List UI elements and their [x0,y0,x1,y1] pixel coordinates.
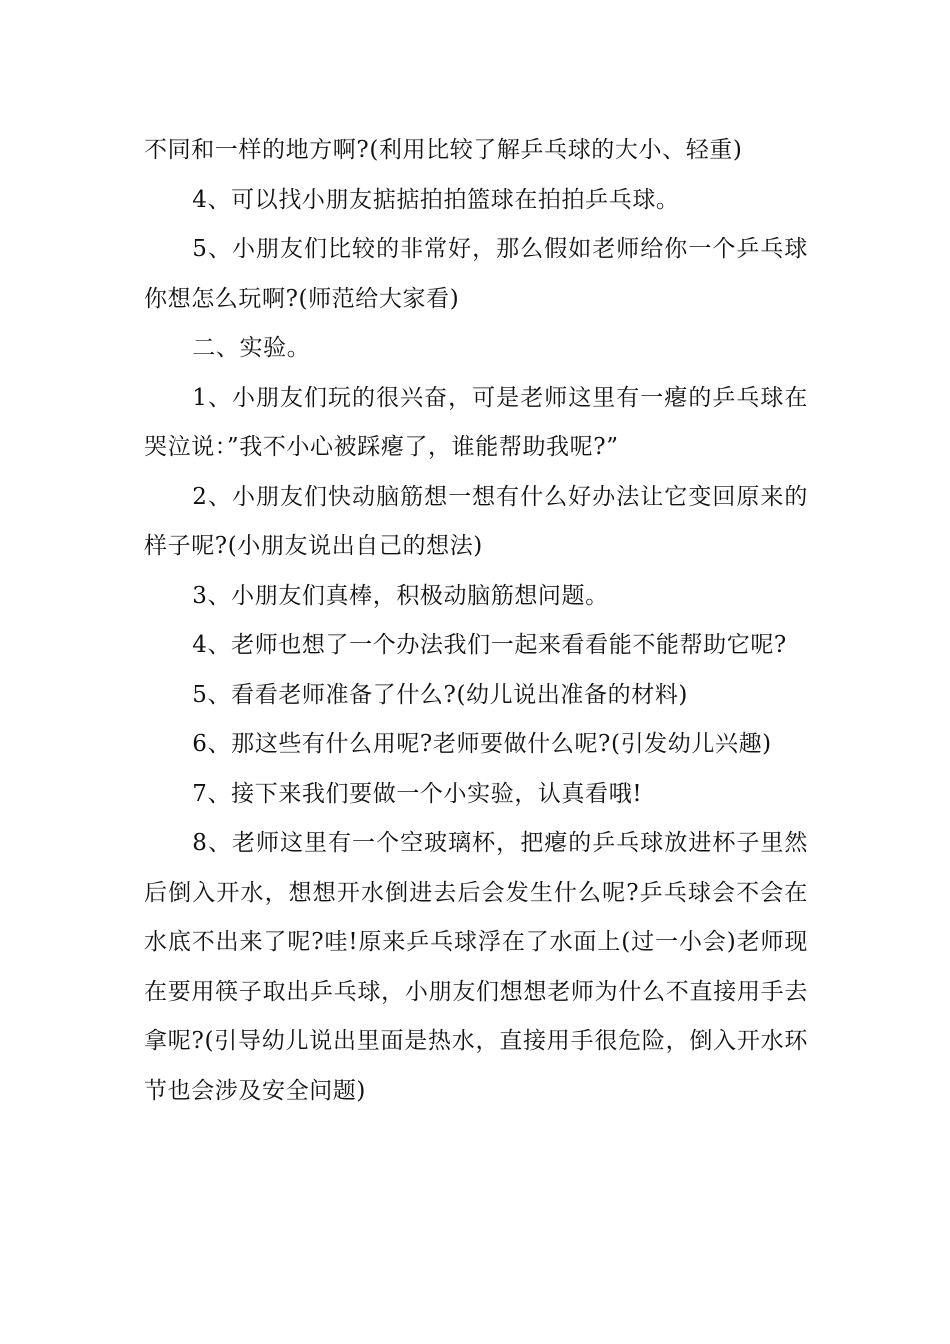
document-body [144,126,808,1116]
paragraph-continuation: 不同和一样的地方啊?(利用比较了解乒乓球的大小、轻重) [144,137,743,163]
paragraph-exp-step-4: 4、老师也想了一个办法我们一起来看看能不能帮助它呢? [192,632,787,658]
paragraph-exp-step-8: 8、老师这里有一个空玻璃杯，把瘪的乒乓球放进杯子里然后倒入开水，想想开水倒进去后会发生什么呢?乒乓球会不会在水底不出来了呢?哇!原来乒乓球浮在了水面上(过一小会)老师现在要用筷子取出乒乓球，小朋友们想想老师为什么不直接用手去拿呢?(引导幼儿说出里面是热水，直接用手很危险，倒入开水环节也会涉及安全问题) [144,830,808,1104]
paragraph-exp-step-7: 7、接下来我们要做一个小实验，认真看哦! [192,780,643,807]
paragraph-exp-step-6: 6、那这些有什么用呢?老师要做什么呢?(引发幼儿兴趣) [192,731,772,757]
paragraph-exp-step-1: 1、小朋友们玩的很兴奋，可是老师这里有一瘪的乒乓球在哭泣说：”我不小心被踩瘪了，谁能帮助我呢?” [144,384,808,460]
paragraph-step-5-play: 5、小朋友们比较的非常好，那么假如老师给你一个乒乓球你想怎么玩啊?(师范给大家看) [144,236,808,312]
paragraph-exp-step-2: 2、小朋友们快动脑筋想一想有什么好办法让它变回原来的样子呢?(小朋友说出自己的想法) [144,483,808,559]
paragraph-exp-step-5: 5、看看老师准备了什么?(幼儿说出准备的材料) [192,681,689,708]
section-heading-experiment: 二、实验。 [192,335,311,361]
paragraph-step-4-basketball: 4、可以找小朋友掂掂拍拍篮球在拍拍乒乓球。 [192,186,680,213]
paragraph-exp-step-3: 3、小朋友们真棒，积极动脑筋想问题。 [192,582,609,609]
